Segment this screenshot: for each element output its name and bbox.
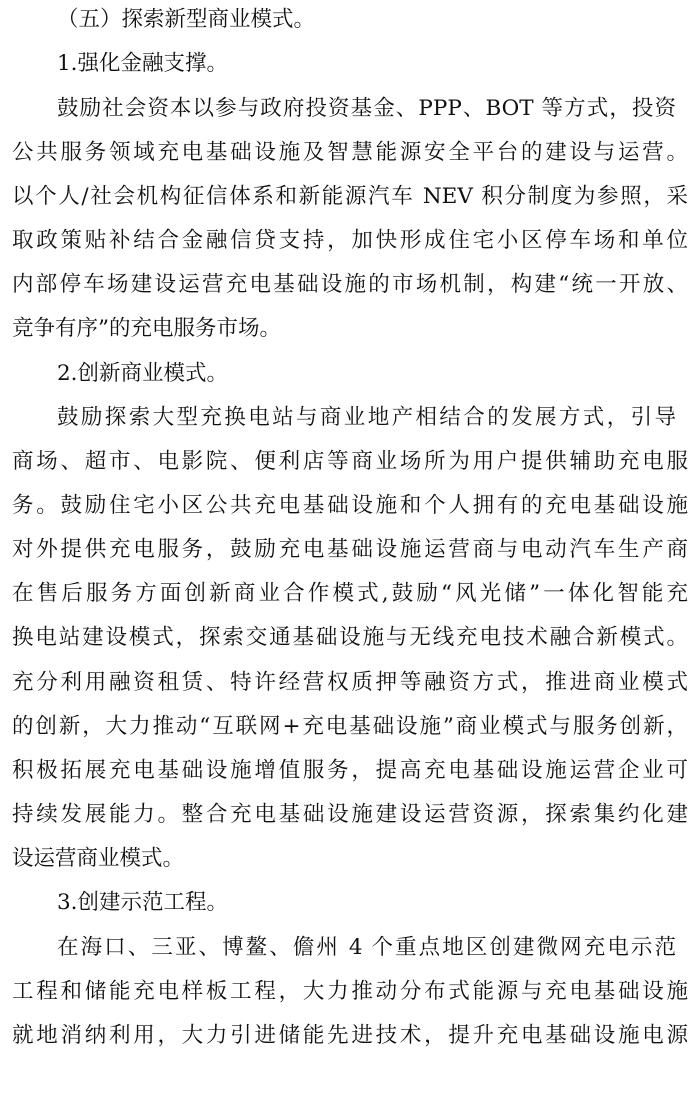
paragraph-line: 商场、超市、电影院、便利店等商业场所为用户提供辅助充电服 <box>12 449 688 474</box>
paragraph-line: 在售后服务方面创新商业合作模式,鼓励“风光储”一体化智能充 <box>12 581 688 606</box>
paragraph-line: 持续发展能力。整合充电基础设施建设运营资源，探索集约化建 <box>12 802 688 827</box>
paragraph-line: 对外提供充电服务，鼓励充电基础设施运营商与电动汽车生产商 <box>12 537 688 562</box>
paragraph-line: 工程和储能充电样板工程，大力推动分布式能源与充电基础设施 <box>12 979 688 1004</box>
subsection-title-2: 2.创新商业模式。 <box>57 361 229 386</box>
paragraph-line: 积极拓展充电基础设施增值服务，提高充电基础设施运营企业可 <box>12 758 688 783</box>
paragraph-line: 鼓励探索大型充换电站与商业地产相结合的发展方式，引导 <box>57 405 676 430</box>
paragraph-line: 的创新，大力推动“互联网+充电基础设施”商业模式与服务创新， <box>12 714 688 739</box>
paragraph-line: 设运营商业模式。 <box>12 846 185 871</box>
section-heading: （五）探索新型商业模式。 <box>57 7 316 32</box>
paragraph-line: 换电站建设模式，探索交通基础设施与无线充电技术融合新模式。 <box>12 625 688 650</box>
subsection-title-3: 3.创建示范工程。 <box>57 890 229 915</box>
paragraph-line: 以个人/社会机构征信体系和新能源汽车 NEV 积分制度为参照，采 <box>12 184 688 209</box>
paragraph-line: 内部停车场建设运营充电基础设施的市场机制，构建“统一开放、 <box>12 272 688 297</box>
paragraph-line: 竞争有序”的充电服务市场。 <box>12 316 281 341</box>
paragraph-line: 在海口、三亚、博鳌、儋州 4 个重点地区创建微网充电示范 <box>57 935 676 960</box>
paragraph-line: 取政策贴补结合金融信贷支持，加快形成住宅小区停车场和单位 <box>12 228 688 253</box>
paragraph-line: 充分利用融资租赁、特许经营权质押等融资方式，推进商业模式 <box>12 670 688 695</box>
paragraph-line: 鼓励社会资本以参与政府投资基金、PPP、BOT 等方式，投资 <box>57 96 676 121</box>
paragraph-line: 务。鼓励住宅小区公共充电基础设施和个人拥有的充电基础设施 <box>12 493 688 518</box>
subsection-title-1: 1.强化金融支撑。 <box>57 51 229 76</box>
paragraph-line: 公共服务领域充电基础设施及智慧能源安全平台的建设与运营。 <box>12 140 688 165</box>
paragraph-line: 就地消纳利用，大力引进储能先进技术，提升充电基础设施电源 <box>12 1023 688 1048</box>
